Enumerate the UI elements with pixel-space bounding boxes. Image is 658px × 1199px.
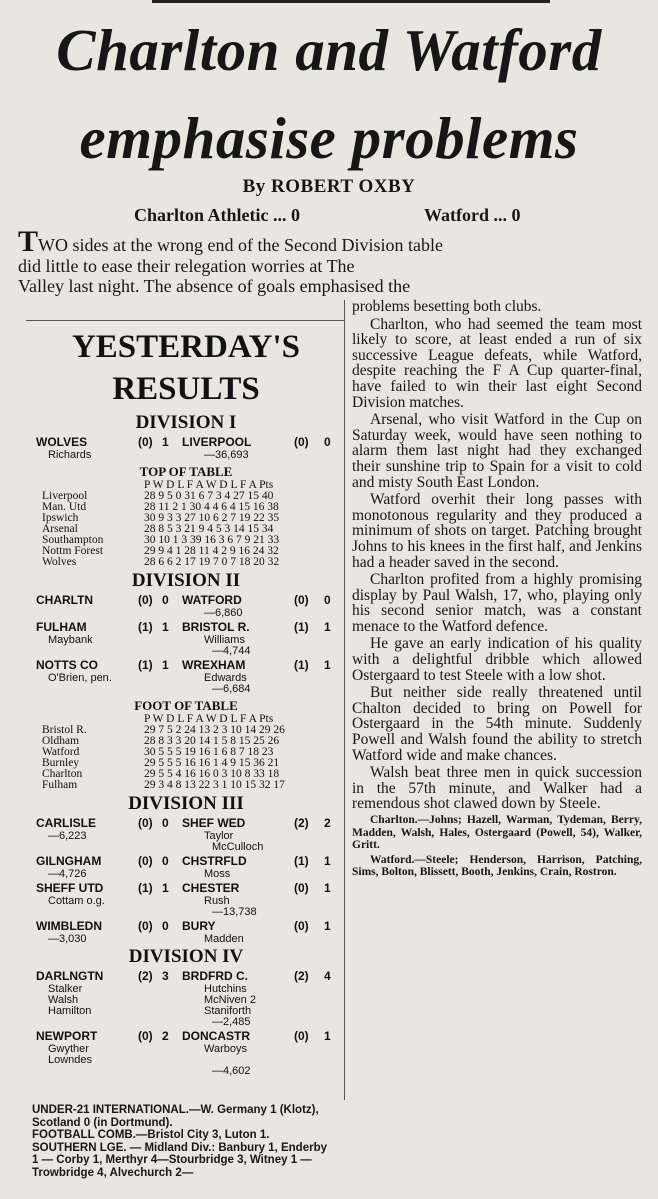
home-team: WOLVES <box>36 435 88 449</box>
team-name: Nottm Forest <box>42 545 104 557</box>
table-title: FOOT OF TABLE <box>134 698 238 713</box>
home-team: DARLNGTN <box>36 969 104 983</box>
home-score: 3 <box>162 969 169 983</box>
drop-cap: T <box>18 225 39 258</box>
league-table <box>36 480 336 568</box>
match-row <box>36 1029 336 1043</box>
scorer-line <box>36 994 336 1005</box>
match-row <box>36 919 336 933</box>
intro-line-3: Valley last night. The absence of goals emphasised the <box>18 276 411 296</box>
away-halftime: (0) <box>294 435 309 449</box>
team-stats: 29 5 5 5 16 16 1 4 9 15 36 21 <box>144 757 280 769</box>
team-name: Man. Utd <box>42 501 87 513</box>
team-name: Watford <box>42 746 80 758</box>
scorer-line <box>36 895 336 906</box>
match-row <box>36 854 336 868</box>
article-paragraph: Charlton, who had seemed the team most likely to score, at least ended a run of six successive League defeats, while Watford, despite reaching the F A Cup quarter-final, have failed to win their last eight Second Division matches. <box>352 315 642 411</box>
scorer-line <box>36 645 336 656</box>
away-scorer: —13,738 <box>212 906 257 918</box>
match-row <box>36 816 336 830</box>
team-name: Wolves <box>42 556 77 568</box>
scorer-line <box>36 1005 336 1016</box>
scorer-line <box>36 1065 336 1076</box>
away-score: 1 <box>324 854 331 868</box>
team-name: Bristol R. <box>42 724 87 736</box>
results-title-1: YESTERDAY'S <box>71 329 301 365</box>
article-paragraph: Charlton profited from a highly promising display by Paul Walsh, 17, who, playing only his second senior match, was a constant menace to the Watford defence. <box>352 571 642 635</box>
division-heading: DIVISION I <box>135 412 237 433</box>
results-panel <box>36 326 336 1076</box>
match-row <box>36 620 336 634</box>
home-scorer: Hamilton <box>48 1005 92 1017</box>
away-score: 1 <box>324 881 331 895</box>
team-name: Ipswich <box>42 512 79 524</box>
away-scorer: Staniforth <box>204 1005 252 1017</box>
table-row <box>36 780 336 791</box>
team-name: Fulham <box>42 779 78 791</box>
away-halftime: (0) <box>294 593 309 607</box>
team-stats: 30 5 5 5 19 16 1 6 8 7 18 23 <box>144 746 274 758</box>
teams-charlton: Charlton.—Johns; Hazell, Warman, Tydeman, Berry, Madden, Walsh, Hales, Ostergaard (Powell, 54), Walker, Gritt. <box>352 814 642 851</box>
team-stats: 29 9 4 1 28 11 4 2 9 16 24 32 <box>144 545 279 557</box>
scorer-line <box>36 634 336 645</box>
home-scorer: Cottam o.g. <box>48 895 105 907</box>
home-score: 1 <box>162 881 169 895</box>
away-score: 1 <box>324 1029 331 1043</box>
home-scorer: —4,726 <box>48 868 87 880</box>
away-scorer: —36,693 <box>204 449 249 461</box>
team-stats: 28 8 3 3 20 14 1 5 8 15 25 26 <box>144 735 280 747</box>
headline-line-2: emphasise problems <box>79 105 579 171</box>
away-team: BURY <box>182 919 216 933</box>
score-home: Charlton Athletic ... 0 <box>134 205 300 225</box>
results-title-2: RESULTS <box>112 371 260 407</box>
home-scorer: Lowndes <box>48 1054 93 1066</box>
home-halftime: (1) <box>138 881 153 895</box>
away-scorer: —6,860 <box>204 607 243 619</box>
table-title: TOP OF TABLE <box>139 464 233 479</box>
home-team: NOTTS CO <box>36 658 98 672</box>
away-team: WREXHAM <box>182 658 246 672</box>
table-header-labels: P W D L F A W D L F A Pts <box>144 713 274 725</box>
away-scorer: —6,684 <box>212 683 251 695</box>
home-score: 1 <box>162 658 169 672</box>
scorer-line <box>36 1016 336 1027</box>
score-away: Watford ... 0 <box>424 205 521 225</box>
home-scorer: —6,223 <box>48 830 87 842</box>
away-halftime: (2) <box>294 816 309 830</box>
home-scorer: —3,030 <box>48 933 87 945</box>
match-row <box>36 435 336 449</box>
scorer-line <box>36 933 336 944</box>
results-top-rule <box>26 320 344 321</box>
intro-line-2: did little to ease their relegation worries at The <box>18 255 355 276</box>
scorer-line <box>36 672 336 683</box>
home-score: 0 <box>162 593 169 607</box>
home-team: CARLISLE <box>36 816 96 830</box>
other-results <box>32 1104 336 1179</box>
division-heading: DIVISION III <box>128 793 244 814</box>
away-halftime: (2) <box>294 969 309 983</box>
home-halftime: (1) <box>138 658 153 672</box>
team-stats: 28 11 2 1 30 4 4 6 4 15 16 38 <box>144 501 279 513</box>
scorer-line <box>36 607 336 618</box>
home-team: SHEFF UTD <box>36 881 104 895</box>
other-result: SOUTHERN LGE. — Midland Div.: Banbury 1, Enderby 1 — Corby 1, Merthyr 4—Stourbridge 3, Witney 1 —Trowbridge 4, Alvechurch 2— <box>32 1141 327 1179</box>
team-name: Arsenal <box>42 523 78 535</box>
away-team: LIVERPOOL <box>182 435 252 449</box>
home-score: 2 <box>162 1029 169 1043</box>
home-scorer: Richards <box>48 449 92 461</box>
away-scorer: Taylor <box>204 830 234 842</box>
away-scorer: —4,602 <box>212 1065 251 1077</box>
away-score: 0 <box>324 593 331 607</box>
team-stats: 28 8 5 3 21 9 4 5 3 14 15 34 <box>144 523 274 535</box>
table-row <box>36 557 336 568</box>
home-scorer: Stalker <box>48 983 83 995</box>
away-halftime: (1) <box>294 854 309 868</box>
away-scorer: Edwards <box>204 672 247 684</box>
away-halftime: (1) <box>294 658 309 672</box>
league-table <box>36 714 336 791</box>
headline-line-1: Charlton and Watford <box>56 17 602 83</box>
away-scorer: —2,485 <box>212 1016 251 1028</box>
article-paragraph: Watford overhit their long passes with monotonous regularity and they produced a minimum of shots on target. Patching brought Johns to his knees in the first half, and Jenkins had a header saved in the second. <box>352 491 642 571</box>
team-stats: 30 9 3 3 27 10 6 2 7 19 22 35 <box>144 512 280 524</box>
team-name: Liverpool <box>42 490 88 502</box>
away-score: 4 <box>324 969 331 983</box>
home-halftime: (0) <box>138 816 153 830</box>
scorer-line <box>36 906 336 917</box>
home-score: 0 <box>162 816 169 830</box>
scorer-line <box>36 830 336 841</box>
column-rule <box>344 300 345 1100</box>
article-body <box>352 299 642 881</box>
article-paragraph: But neither side really threatened until Chalton decided to bring on Powell for Ostergaard in the 54th minute. Suddenly Powell and Walsh found the ability to stretch Watford wide and make chances. <box>352 684 642 764</box>
home-team: WIMBLEDN <box>36 919 102 933</box>
away-scorer: McNiven 2 <box>204 994 256 1006</box>
top-rule <box>152 0 550 3</box>
away-score: 2 <box>324 816 331 830</box>
scorer-line <box>36 841 336 852</box>
home-scorer: Maybank <box>48 634 93 646</box>
away-team: SHEF WED <box>182 816 246 830</box>
home-halftime: (0) <box>138 593 153 607</box>
away-halftime: (0) <box>294 881 309 895</box>
away-team: BRDFRD C. <box>182 969 248 983</box>
home-halftime: (0) <box>138 854 153 868</box>
away-team: WATFORD <box>182 593 242 607</box>
article-paragraph: He gave an early indication of his quality with a delightful dribble which allowed Ostergaard to test Steele with a low shot. <box>352 635 642 684</box>
intro-line-1: TWO sides at the wrong end of the Second Division table <box>18 225 443 258</box>
away-scorer: Williams <box>204 634 245 646</box>
away-scorer: Hutchins <box>204 983 247 995</box>
intro-paragraph <box>18 225 626 297</box>
away-scorer: McCulloch <box>212 841 264 853</box>
home-halftime: (2) <box>138 969 153 983</box>
home-halftime: (0) <box>138 435 153 449</box>
team-stats: 29 3 4 8 13 22 3 1 10 15 32 17 <box>144 779 285 791</box>
article-paragraph: Arsenal, who visit Watford in the Cup on Saturday week, would have seen nothing to alarm them last night had they exchanged their sunshine trip to Spain for a visit to cold and misty South East London. <box>352 411 642 491</box>
scorer-line <box>36 868 336 879</box>
team-stats: 28 6 6 2 17 19 7 0 7 18 20 32 <box>144 556 280 568</box>
table-header-labels: P W D L F A W D L F A Pts <box>144 479 274 491</box>
article-paragraph: Walsh beat three men in quick succession in the 57th minute, and Walker had a remendous shot clawed down by Steele. <box>352 764 642 813</box>
team-stats: 30 10 1 3 39 16 3 6 7 9 21 33 <box>144 534 280 546</box>
away-score: 1 <box>324 620 331 634</box>
home-halftime: (0) <box>138 1029 153 1043</box>
away-score: 1 <box>324 658 331 672</box>
home-score: 0 <box>162 854 169 868</box>
away-team: CHESTER <box>182 881 240 895</box>
home-team: FULHAM <box>36 620 87 634</box>
home-team: NEWPORT <box>36 1029 98 1043</box>
home-team: CHARLTN <box>36 593 94 607</box>
article-paragraph: problems besetting both clubs. <box>352 298 542 315</box>
scorer-line <box>36 983 336 994</box>
team-name: Southampton <box>42 534 104 546</box>
home-score: 0 <box>162 919 169 933</box>
other-result: FOOTBALL COMB.—Bristol City 3, Luton 1. <box>32 1129 270 1141</box>
home-score: 1 <box>162 620 169 634</box>
away-team: CHSTRFLD <box>182 854 247 868</box>
away-scorer: Moss <box>204 868 231 880</box>
team-stats: 29 7 5 2 24 13 2 3 10 14 29 26 <box>144 724 285 736</box>
home-halftime: (0) <box>138 919 153 933</box>
scorer-line <box>36 683 336 694</box>
away-score: 1 <box>324 919 331 933</box>
match-row <box>36 881 336 895</box>
home-scorer: Gwyther <box>48 1043 89 1055</box>
away-halftime: (0) <box>294 919 309 933</box>
division-heading: DIVISION IV <box>128 946 244 967</box>
away-score: 0 <box>324 435 331 449</box>
results-body <box>36 413 336 1076</box>
away-team: DONCASTR <box>182 1029 250 1043</box>
home-scorer: O'Brien, pen. <box>48 672 112 684</box>
teams-watford: Watford.—Steele; Henderson, Harrison, Patching, Sims, Bolton, Blissett, Booth, Jenkins, Crain, Rostron. <box>352 853 642 878</box>
match-row <box>36 658 336 672</box>
match-row <box>36 969 336 983</box>
team-stats: 28 9 5 0 31 6 7 3 4 27 15 40 <box>144 490 274 502</box>
team-name: Charlton <box>42 768 83 780</box>
other-result: UNDER-21 INTERNATIONAL.—W. Germany 1 (Klotz), Scotland 0 (in Dortmund). <box>32 1104 319 1129</box>
away-scorer: Rush <box>204 895 230 907</box>
scorer-line <box>36 1043 336 1054</box>
byline: By ROBERT OXBY <box>242 176 416 197</box>
team-stats: 29 5 5 4 16 16 0 3 10 8 33 18 <box>144 768 280 780</box>
home-score: 1 <box>162 435 169 449</box>
scorer-line <box>36 449 336 460</box>
division-heading: DIVISION II <box>131 570 241 591</box>
match-row <box>36 593 336 607</box>
away-scorer: Madden <box>204 933 244 945</box>
home-halftime: (1) <box>138 620 153 634</box>
away-team: BRISTOL R. <box>182 620 250 634</box>
team-name: Oldham <box>42 735 80 747</box>
away-scorer: Warboys <box>204 1043 247 1055</box>
home-scorer: Walsh <box>48 994 79 1006</box>
away-halftime: (1) <box>294 620 309 634</box>
home-team: GILNGHAM <box>36 854 102 868</box>
away-halftime: (0) <box>294 1029 309 1043</box>
scorer-line <box>36 1054 336 1065</box>
away-scorer: —4,744 <box>212 645 251 657</box>
team-name: Burnley <box>42 757 80 769</box>
